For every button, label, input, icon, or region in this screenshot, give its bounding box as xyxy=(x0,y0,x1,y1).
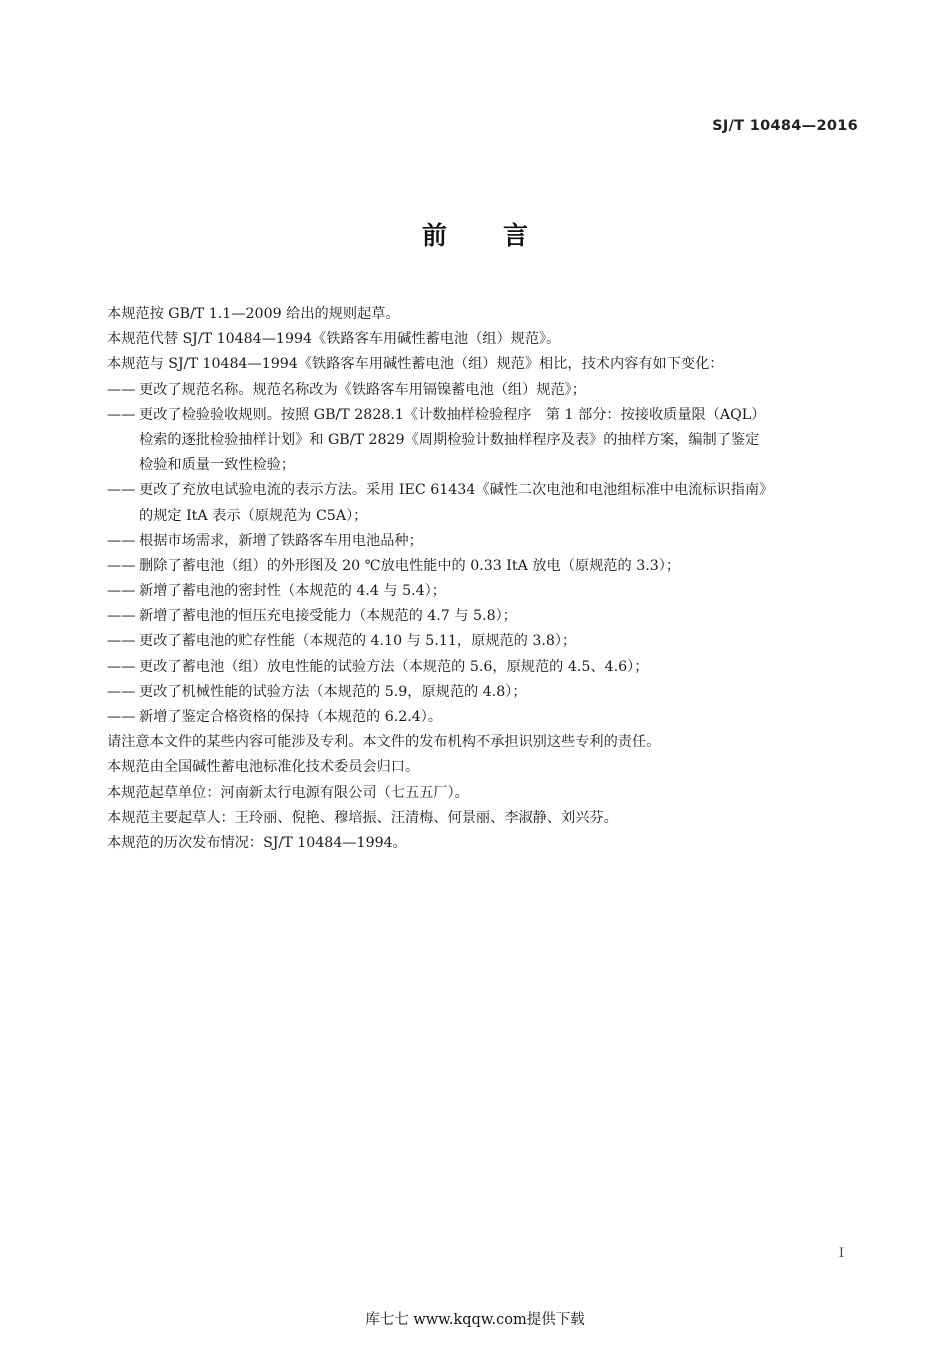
change-item xyxy=(107,378,867,403)
page-number: I xyxy=(838,1246,844,1261)
paragraph: 本规范起草单位：河南新太行电源有限公司（七五五厂）。 xyxy=(107,784,469,801)
change-item-text: 更改了蓄电池的贮存性能（本规范的 4.10 与 5.11，原规范的 3.8）； xyxy=(139,633,577,650)
foreword-body xyxy=(107,302,867,856)
dash-marker: —— xyxy=(107,583,136,600)
closing-paragraphs xyxy=(107,730,867,856)
change-item xyxy=(107,554,867,579)
dash-marker: —— xyxy=(107,482,136,499)
dash-marker: —— xyxy=(107,557,136,574)
change-item xyxy=(107,529,867,554)
change-item-text: 新增了鉴定合格资格的保持（本规范的 6.2.4）。 xyxy=(139,709,443,725)
dash-marker: —— xyxy=(107,406,136,423)
paragraph: 本规范代替 SJ/T 10484—1994《铁路客车用碱性蓄电池（组）规范》。 xyxy=(107,331,561,348)
change-item xyxy=(107,680,867,705)
change-item-text: 根据市场需求，新增了铁路客车用电池品种； xyxy=(139,532,423,549)
change-item-text: 新增了蓄电池的恒压充电接受能力（本规范的 4.7 与 5.8）； xyxy=(139,608,517,625)
change-item xyxy=(107,478,867,528)
paragraph: 本规范的历次发布情况：SJ/T 10484—1994。 xyxy=(107,834,407,851)
change-item xyxy=(107,579,867,604)
paragraph: 本规范主要起草人：王玲丽、倪艳、穆培振、汪清梅、何景丽、李淑静、刘兴芬。 xyxy=(107,809,618,826)
change-item-text: 更改了机械性能的试验方法（本规范的 5.9，原规范的 4.8）； xyxy=(139,683,527,700)
change-item-text: 删除了蓄电池（组）的外形图及 20 ℃放电性能中的 0.33 ItA 放电（原规范的 3.3）； xyxy=(139,557,681,574)
change-item xyxy=(107,403,867,479)
change-item-text: 检验和质量一致性检验； xyxy=(139,457,296,474)
paragraph: 本规范与 SJ/T 10484—1994《铁路客车用碱性蓄电池（组）规范》相比，技术内容有如下变化： xyxy=(107,356,724,373)
dash-marker: —— xyxy=(107,658,136,675)
dash-marker: —— xyxy=(107,608,136,625)
change-item xyxy=(107,604,867,629)
change-item-text: 更改了检验验收规则。按照 GB/T 2828.1《计数抽样检验程序 第 1 部分：按接收质量限（AQL） xyxy=(139,406,766,423)
change-item-text: 新增了蓄电池的密封性（本规范的 4.4 与 5.4）； xyxy=(139,583,446,600)
standard-code: SJ/T 10484—2016 xyxy=(712,118,858,134)
change-item xyxy=(107,655,867,680)
change-item-text: 更改了蓄电池（组）放电性能的试验方法（本规范的 5.6，原规范的 4.5、4.6）； xyxy=(139,658,649,675)
dash-marker: —— xyxy=(107,381,136,398)
change-item xyxy=(107,705,867,730)
paragraph: 本规范按 GB/T 1.1—2009 给出的规则起草。 xyxy=(107,306,400,322)
change-item-text: 的规定 ItA 表示（原规范为 C5A）； xyxy=(139,507,368,524)
page-title: 前言 xyxy=(421,221,584,250)
footer-download-note: 库七七 www.kqqw.com提供下载 xyxy=(365,1312,585,1328)
dash-marker: —— xyxy=(107,683,136,700)
change-item-text: 更改了充放电试验电流的表示方法。采用 IEC 61434《碱性二次电池和电池组标准中电流标识指南》 xyxy=(139,482,774,499)
intro-paragraphs xyxy=(107,302,867,378)
change-list xyxy=(107,378,867,731)
change-item xyxy=(107,629,867,654)
paragraph: 请注意本文件的某些内容可能涉及专利。本文件的发布机构不承担识别这些专利的责任。 xyxy=(107,734,661,751)
dash-marker: —— xyxy=(107,709,136,725)
dash-marker: —— xyxy=(107,532,136,549)
change-item-text: 更改了规范名称。规范名称改为《铁路客车用镉镍蓄电池（组）规范》； xyxy=(139,381,586,398)
paragraph: 本规范由全国碱性蓄电池标准化技术委员会归口。 xyxy=(107,759,420,776)
dash-marker: —— xyxy=(107,633,136,650)
change-item-text: 检索的逐批检验抽样计划》和 GB/T 2829《周期检验计数抽样程序及表》的抽样方案，编制了鉴定 xyxy=(139,431,760,448)
